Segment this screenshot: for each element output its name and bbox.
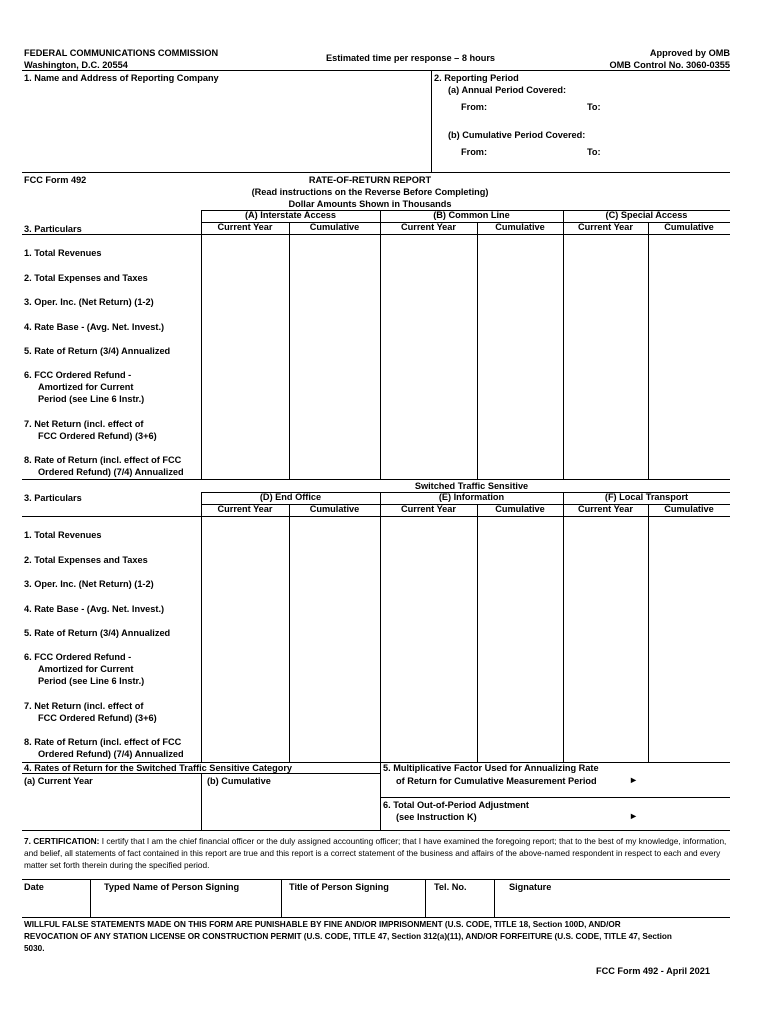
header-rule (22, 70, 730, 71)
top-cell-r4-c3[interactable] (383, 320, 478, 335)
bottom-col-divider-0 (201, 504, 202, 762)
top-cell-r6-c6[interactable] (651, 392, 731, 407)
top-row-label-r7a: 7. Net Return (incl. effect of (24, 419, 144, 429)
box5-divider (380, 762, 381, 830)
top-cell-r8-c1[interactable] (204, 465, 290, 480)
bottom-col-current-0: Current Year (217, 504, 273, 514)
date-label: Date (24, 882, 44, 892)
top-cell-r2-c6[interactable] (651, 271, 731, 286)
top-group-label-1: (B) Common Line (433, 210, 510, 220)
bottom-cell-r5-c2[interactable] (292, 626, 381, 641)
bottom-cell-r4-c3[interactable] (383, 602, 478, 617)
top-cell-r3-c5[interactable] (566, 295, 649, 310)
top-cell-r2-c2[interactable] (292, 271, 381, 286)
box6-arrow-icon: ► (629, 811, 639, 821)
box6-adjustment-field[interactable] (644, 806, 730, 824)
bottom-col-current-1: Current Year (401, 504, 456, 514)
top-row-label-r2: 2. Total Expenses and Taxes (24, 273, 148, 283)
box1-label: 1. Name and Address of Reporting Company (24, 73, 219, 83)
top-cell-r1-c6[interactable] (651, 246, 731, 261)
top-row-label-r6c: Period (see Line 6 Instr.) (38, 394, 145, 404)
top-row-label-r8a: 8. Rate of Return (incl. effect of FCC (24, 455, 182, 465)
bottom-cell-r8-c6[interactable] (651, 747, 731, 762)
bottom-cell-r3-c6[interactable] (651, 577, 731, 592)
bottom-row-label-r6a: 6. FCC Ordered Refund - (24, 652, 132, 662)
top-cell-r4-c2[interactable] (292, 320, 381, 335)
box2-divider (431, 70, 432, 172)
bottom-cell-r3-c3[interactable] (383, 577, 478, 592)
top-row-label-r3: 3. Oper. Inc. (Net Return) (1-2) (24, 297, 154, 307)
top-col-current-0: Current Year (217, 222, 273, 232)
top-col-current-2: Current Year (578, 222, 633, 232)
top-cell-r5-c5[interactable] (566, 344, 649, 359)
top-row-label-r4: 4. Rate Base - (Avg. Net. Invest.) (24, 322, 165, 332)
false-statements-warning: WILLFUL FALSE STATEMENTS MADE ON THIS FORM ARE PUNISHABLE BY FINE AND/OR IMPRISONMENT (U.S. CODE, TITLE 18, Section 100D, AND/OR REVOCATION OF ANY STATION LICENSE OR CONSTRUCTION PERMIT (U.S. CODE, TITLE 47, Section 312(a)(11), AND/OR FORFEITURE (U.S. CODE, TITLE 47, Section 5030. (24, 920, 672, 953)
top-cell-r1-c5[interactable] (566, 246, 649, 261)
top-group-label-2: (C) Special Access (605, 210, 688, 220)
box4-current-label: (a) Current Year (24, 776, 93, 786)
bottom-cell-r1-c1[interactable] (204, 528, 290, 543)
top-cell-r7-c3[interactable] (383, 429, 478, 444)
top-cell-r2-c1[interactable] (204, 271, 290, 286)
switched-traffic-label: Switched Traffic Sensitive (414, 481, 529, 491)
bottom-cell-r8-c3[interactable] (383, 747, 478, 762)
bottom-cell-r6-c6[interactable] (651, 674, 731, 689)
top-header-bottom-rule (22, 234, 730, 235)
bottom-cell-r7-c6[interactable] (651, 711, 731, 726)
report-subtitle: (Read instructions on the Reverse Before Completing) (251, 187, 489, 197)
signer-title-label: Title of Person Signing (289, 882, 389, 892)
bottom-cell-r3-c1[interactable] (204, 577, 290, 592)
bottom-cell-r2-c5[interactable] (566, 553, 649, 568)
bottom-cell-r7-c3[interactable] (383, 711, 478, 726)
annual-period-label: (a) Annual Period Covered: (448, 85, 567, 95)
top-cell-r2-c5[interactable] (566, 271, 649, 286)
top-cell-r3-c6[interactable] (651, 295, 731, 310)
agency-address: Washington, D.C. 20554 (24, 60, 128, 70)
top-cell-r5-c3[interactable] (383, 344, 478, 359)
sig-divider-1 (90, 879, 91, 917)
bottom-cell-r6-c5[interactable] (566, 674, 649, 689)
top-cell-r8-c2[interactable] (292, 465, 381, 480)
annual-from-label: From: (461, 102, 488, 112)
typed-name-label: Typed Name of Person Signing (104, 882, 240, 892)
top-cell-r5-c2[interactable] (292, 344, 381, 359)
bottom-cell-r8-c2[interactable] (292, 747, 381, 762)
bottom-cell-r8-c1[interactable] (204, 747, 290, 762)
bottom-cell-r5-c1[interactable] (204, 626, 290, 641)
bottom-group-label-1: (E) Information (438, 492, 505, 502)
bottom-row-label-r1: 1. Total Revenues (24, 530, 102, 540)
bottom-row-label-r3: 3. Oper. Inc. (Net Return) (1-2) (24, 579, 154, 589)
top-cell-r5-c1[interactable] (204, 344, 290, 359)
bottom-cell-r1-c6[interactable] (651, 528, 731, 543)
box4-cumulative-label: (b) Cumulative (207, 776, 271, 786)
cumulative-to-label: To: (587, 147, 601, 157)
bottom-cell-r2-c1[interactable] (204, 553, 290, 568)
top-cell-r4-c4[interactable] (480, 320, 564, 335)
bottom-group-label-0: (D) End Office (259, 492, 322, 502)
bottom-cell-r3-c5[interactable] (566, 577, 649, 592)
top-cell-r1-c2[interactable] (292, 246, 381, 261)
bottom-cell-r1-c2[interactable] (292, 528, 381, 543)
top-cell-r7-c4[interactable] (480, 429, 564, 444)
box4-cumulative-field[interactable] (206, 790, 380, 830)
cumulative-from-label: From: (461, 147, 488, 157)
bottom-cell-r8-c4[interactable] (480, 747, 564, 762)
bottom-cell-r7-c5[interactable] (566, 711, 649, 726)
top-cell-r1-c1[interactable] (204, 246, 290, 261)
company-name-address-field[interactable] (24, 86, 428, 172)
top-cell-r8-c4[interactable] (480, 465, 564, 480)
top-cell-r7-c5[interactable] (566, 429, 649, 444)
box5-factor-field[interactable] (644, 770, 730, 788)
top-cell-r3-c2[interactable] (292, 295, 381, 310)
box6-line1: 6. Total Out-of-Period Adjustment (383, 800, 529, 810)
bottom-row-label-r7a: 7. Net Return (incl. effect of (24, 701, 144, 711)
report-title: RATE-OF-RETURN REPORT (308, 175, 432, 185)
bottom-cell-r5-c4[interactable] (480, 626, 564, 641)
bottom-cell-r1-c5[interactable] (566, 528, 649, 543)
bottom-row-label-r6c: Period (see Line 6 Instr.) (38, 676, 145, 686)
top-row-label-r5: 5. Rate of Return (3/4) Annualized (24, 346, 171, 356)
top-cell-r7-c1[interactable] (204, 429, 290, 444)
bottom-group-label-2: (F) Local Transport (604, 492, 689, 502)
bottom-particulars-label: 3. Particulars (24, 493, 82, 503)
bottom-cell-r4-c1[interactable] (204, 602, 290, 617)
top-row-label-r6a: 6. FCC Ordered Refund - (24, 370, 132, 380)
bottom-cell-r1-c3[interactable] (383, 528, 478, 543)
bottom-cell-r3-c4[interactable] (480, 577, 564, 592)
sig-divider-3 (425, 879, 426, 917)
top-cell-r3-c1[interactable] (204, 295, 290, 310)
bottom-cell-r4-c2[interactable] (292, 602, 381, 617)
top-cell-r7-c2[interactable] (292, 429, 381, 444)
bottom-cell-r2-c3[interactable] (383, 553, 478, 568)
omb-control-number: OMB Control No. 3060-0355 (609, 60, 730, 70)
top-particulars-label: 3. Particulars (24, 224, 82, 234)
top-cell-r6-c5[interactable] (566, 392, 649, 407)
bottom-row-label-r8b: Ordered Refund) (7/4) Annualized (38, 749, 184, 759)
bottom-col-cumulative-2: Cumulative (664, 504, 714, 514)
bottom-col-cumulative-0: Cumulative (309, 504, 360, 514)
signer-title-field[interactable] (285, 895, 425, 917)
top-col-cumulative-2: Cumulative (664, 222, 714, 232)
bottom-cell-r6-c2[interactable] (292, 674, 381, 689)
annual-to-field[interactable] (606, 99, 720, 115)
top-cell-r4-c6[interactable] (651, 320, 731, 335)
top-cell-r4-c1[interactable] (204, 320, 290, 335)
form-number: FCC Form 492 (24, 175, 87, 185)
annual-from-field[interactable] (492, 99, 586, 115)
bottom-cell-r5-c3[interactable] (383, 626, 478, 641)
bottom-cell-r1-c4[interactable] (480, 528, 564, 543)
signature-bottom-rule (22, 917, 730, 918)
box5-arrow-icon: ► (629, 775, 639, 785)
top-cell-r4-c5[interactable] (566, 320, 649, 335)
box6-top-rule (380, 797, 730, 798)
bottom-cell-r5-c5[interactable] (566, 626, 649, 641)
top-cell-r6-c4[interactable] (480, 392, 564, 407)
top-cell-r2-c3[interactable] (383, 271, 478, 286)
bottom-cell-r5-c6[interactable] (651, 626, 731, 641)
bottom-cell-r4-c4[interactable] (480, 602, 564, 617)
bottom-row-label-r7b: FCC Ordered Refund) (3+6) (38, 713, 157, 723)
tel-label: Tel. No. (434, 882, 467, 892)
certification-text: I certify that I am the chief financial officer or the duly assigned accounting officer; that I have examined the foregoing report; that to the best of my knowledge, information, and belief, all statements of fact contained in this report are true and this report is a correct statement of the business and affairs of the above-named respondent in respect to each and every matter set forth therein during the specified period. (24, 836, 727, 870)
bottom-section-top-rule (22, 479, 730, 480)
omb-approved: Approved by OMB (649, 48, 730, 58)
top-row-label-r1: 1. Total Revenues (24, 248, 102, 258)
reporting-period-title: 2. Reporting Period (434, 73, 519, 83)
bottom-cell-r7-c2[interactable] (292, 711, 381, 726)
bottom-cell-r7-c4[interactable] (480, 711, 564, 726)
bottom-col-current-2: Current Year (578, 504, 633, 514)
bottom-col-cumulative-1: Cumulative (495, 504, 545, 514)
bottom-cell-r4-c6[interactable] (651, 602, 731, 617)
date-field[interactable] (24, 895, 90, 917)
time-estimate: Estimated time per response – 8 hours (326, 53, 496, 63)
bottom-row-label-r5: 5. Rate of Return (3/4) Annualized (24, 628, 171, 638)
box4-divider (201, 773, 202, 830)
bottom-cell-r6-c4[interactable] (480, 674, 564, 689)
top-col-cumulative-1: Cumulative (495, 222, 545, 232)
top-cell-r6-c1[interactable] (204, 392, 290, 407)
signature-top-rule (22, 879, 730, 880)
top-cell-r1-c3[interactable] (383, 246, 478, 261)
top-col-cumulative-0: Cumulative (309, 222, 360, 232)
cumulative-to-field[interactable] (606, 144, 720, 160)
top-col-divider-0 (201, 222, 202, 479)
bottom-cell-r7-c1[interactable] (204, 711, 290, 726)
bottom-cell-r2-c6[interactable] (651, 553, 731, 568)
bottom-row-label-r2: 2. Total Expenses and Taxes (24, 555, 148, 565)
top-row-label-r7b: FCC Ordered Refund) (3+6) (38, 431, 157, 441)
bottom-cell-r6-c1[interactable] (204, 674, 290, 689)
cumulative-from-field[interactable] (492, 144, 586, 160)
bottom-row-label-r4: 4. Rate Base - (Avg. Net. Invest.) (24, 604, 165, 614)
box4-current-field[interactable] (24, 790, 202, 830)
certification-rule (22, 830, 730, 831)
box6-line2: (see Instruction K) (396, 812, 477, 822)
top-cell-r6-c2[interactable] (292, 392, 381, 407)
signature-field[interactable] (499, 895, 731, 917)
bottom-cell-r8-c5[interactable] (566, 747, 649, 762)
section-rule (22, 172, 730, 173)
top-cell-r8-c5[interactable] (566, 465, 649, 480)
top-row-label-r8b: Ordered Refund) (7/4) Annualized (38, 467, 184, 477)
form-footer: FCC Form 492 - April 2021 (595, 966, 710, 976)
top-cell-r2-c4[interactable] (480, 271, 564, 286)
tel-field[interactable] (429, 895, 495, 917)
agency-name: FEDERAL COMMUNICATIONS COMMISSION (24, 48, 219, 58)
cumulative-period-label: (b) Cumulative Period Covered: (448, 130, 586, 140)
dollars-note: Dollar Amounts Shown in Thousands (288, 199, 452, 209)
top-cell-r7-c6[interactable] (651, 429, 731, 444)
bottom-cell-r3-c2[interactable] (292, 577, 381, 592)
typed-name-field[interactable] (94, 895, 282, 917)
top-cell-r8-c3[interactable] (383, 465, 478, 480)
bottom-row-label-r6b: Amortized for Current (38, 664, 134, 674)
signature-label: Signature (509, 882, 552, 892)
top-cell-r5-c4[interactable] (480, 344, 564, 359)
top-cell-r8-c6[interactable] (651, 465, 731, 480)
certification (24, 835, 728, 871)
bottom-cell-r4-c5[interactable] (566, 602, 649, 617)
bottom-cell-r2-c2[interactable] (292, 553, 381, 568)
top-row-label-r6b: Amortized for Current (38, 382, 134, 392)
bottom-cell-r6-c3[interactable] (383, 674, 478, 689)
top-cell-r3-c3[interactable] (383, 295, 478, 310)
certification-label: 7. CERTIFICATION: (24, 836, 100, 846)
box5-line2: of Return for Cumulative Measurement Period (396, 776, 597, 786)
top-cell-r6-c3[interactable] (383, 392, 478, 407)
annual-to-label: To: (587, 102, 601, 112)
bottom-row-label-r8a: 8. Rate of Return (incl. effect of FCC (24, 737, 182, 747)
box4-title: 4. Rates of Return for the Switched Traffic Sensitive Category (24, 763, 293, 773)
top-cell-r3-c4[interactable] (480, 295, 564, 310)
top-col-current-1: Current Year (401, 222, 456, 232)
top-group-label-0: (A) Interstate Access (244, 210, 337, 220)
top-cell-r5-c6[interactable] (651, 344, 731, 359)
top-cell-r1-c4[interactable] (480, 246, 564, 261)
bottom-cell-r2-c4[interactable] (480, 553, 564, 568)
bottom-header-bottom-rule (22, 516, 730, 517)
box5-line1: 5. Multiplicative Factor Used for Annualizing Rate (383, 763, 599, 773)
